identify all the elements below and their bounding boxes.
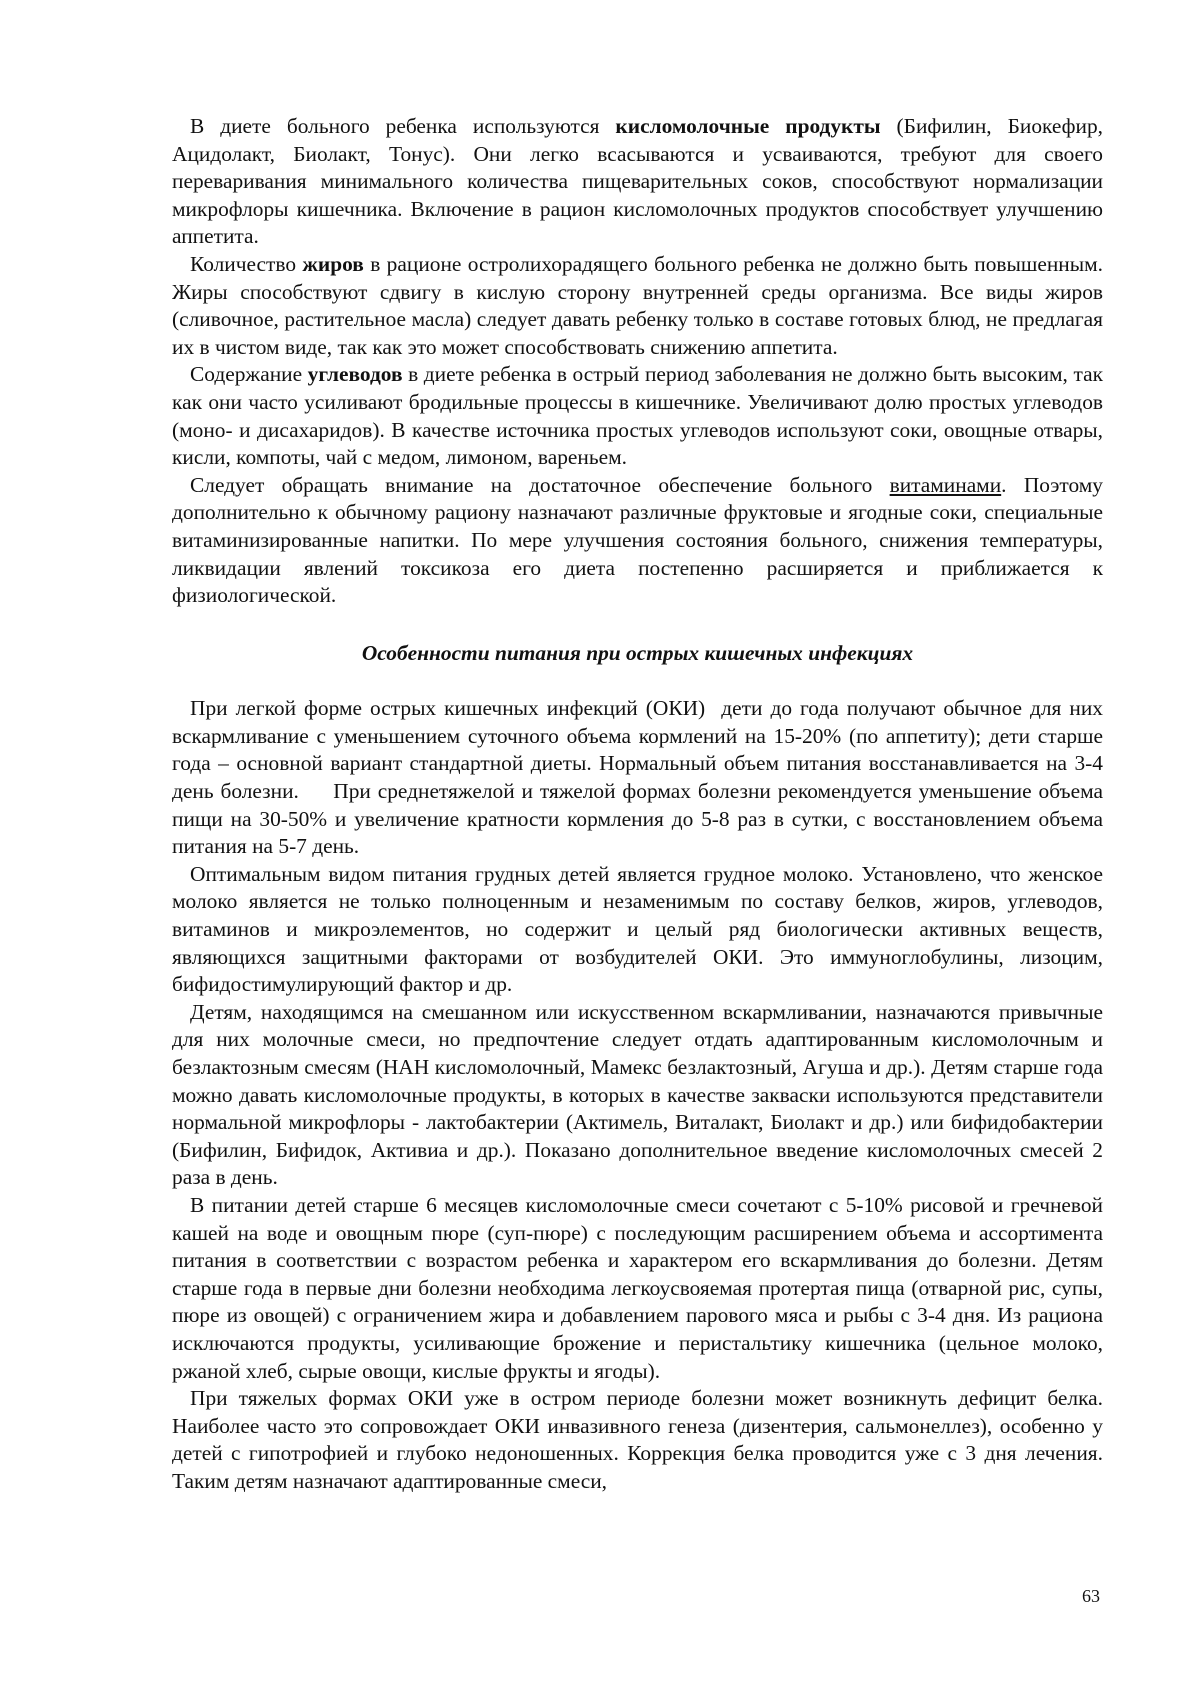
bold-term: кисломолочные продукты	[615, 114, 881, 138]
text-run: в диете ребенка в острый период заболевания не должно быть высоким, так как они часто усиливают бродильные процессы в кишечнике. Увеличивают долю простых углеводов (моно- и дисахаридов). В качестве источника простых углеводов используют соки, овощные отвары, кисли, компоты, чай с медом, лимоном, вареньем.	[172, 362, 1103, 470]
paragraph-mild-form: При легкой форме острых кишечных инфекций (ОКИ) дети до года получают обычное для них вскармливание с уменьшением суточного объема кормлений на 15-20% (по аппетиту); дети старше года – основной вариант стандартной диеты. Нормальный объем питания восстанавливается на 3-4 день болезни. При среднетяжелой и тяжелой формах болезни рекомендуется уменьшение объема пищи на 30-50% и увеличение кратности кормления до 5-8 раз в сутки, с восстановлением объема питания на 5-7 день.	[172, 696, 1109, 859]
paragraph-severe-forms: При тяжелых формах ОКИ уже в остром периоде болезни может возникнуть дефицит белка. Наиболее часто это сопровождает ОКИ инвазивного генеза (дизентерия, сальмонеллез), особенно у детей с гипотрофией и глубоко недоношенных. Коррекция белка проводится уже с 3 дня лечения. Таким детям назначают адаптированные смеси,	[172, 1386, 1103, 1493]
text-run: Следует обращать внимание на достаточное обеспечение больного	[190, 472, 890, 497]
page-body	[172, 113, 1109, 1496]
bold-term: углеводов	[307, 362, 403, 387]
paragraph-fermented-milk	[172, 113, 1103, 251]
paragraph-carbohydrates	[172, 361, 1103, 471]
paragraph-mixed-feeding: Детям, находящимся на смешанном или искусственном вскармливании, назначаются привычные для них молочные смеси, но предпочтение следует отдать адаптированным кисломолочным и безлактозным смесям (НАН кисломолочный, Мамекс безлактозный, Агуша и др.). Детям старше года можно давать кисломолочные продукты, в которых в качестве закваски используются представители нормальной микрофлоры - лактобактерии (Актимель, Виталакт, Биолакт и др.) или бифидобактерии (Бифилин, Бифидок, Активиа и др.). Показано дополнительное введение кисломолочных смесей 2 раза в день.	[172, 999, 1103, 1190]
paragraph-fats	[172, 251, 1103, 361]
page-number: 63	[1082, 1586, 1100, 1606]
underlined-term: витаминами	[889, 472, 1002, 497]
text-run: . Поэтому дополнительно к обычному рациону назначают различные фруктовые и ягодные соки, специальные витаминизированные напитки. По мере улучшения состояния больного, снижения температуры, ликвидации явлений токсикоза его диета постепенно расширяется и приближается к физиологической.	[172, 472, 1103, 608]
text-run: Количество	[190, 251, 303, 276]
text-run: в рационе остролихорадящего больного ребенка не должно быть повышенным. Жиры способствуют сдвигу в кислую сторону внутренней среды организма. Все виды жиров (сливочное, растительное масла) следует давать ребенку только в составе готовых блюд, не предлагая их в чистом виде, так как это может способствовать снижению аппетита.	[172, 251, 1103, 359]
section-heading: Особенности питания при острых кишечных инфекциях	[361, 640, 914, 665]
text-run: (Бифилин, Биокефир, Ацидолакт, Биолакт, Тонус). Они легко всасываются и усваиваются, требуют для своего переваривания минимального количества пищеварительных соков, способствуют нормализации микрофлоры кишечника. Включение в рацион кисломолочных продуктов способствует улучшению аппетита.	[172, 114, 1103, 249]
paragraph-breast-milk: Оптимальным видом питания грудных детей является грудное молоко. Установлено, что женское молоко является не только полноценным и незаменимым по составу белков, жиров, углеводов, витаминов и микроэлементов, но содержит и целый ряд биологически активных веществ, являющихся защитными факторами от возбудителей ОКИ. Это иммуноглобулины, лизоцим, бифидостимулирующий фактор и др.	[172, 861, 1103, 997]
text-run: Содержание	[190, 362, 308, 387]
text-run: В диете больного ребенка используются	[190, 114, 616, 138]
paragraph-vitamins	[172, 472, 1103, 610]
bold-term: жиров	[302, 251, 364, 276]
paragraph-older-children: В питании детей старше 6 месяцев кисломолочные смеси сочетают с 5-10% рисовой и гречневой кашей на воде и овощным пюре (суп-пюре) с последующим расширением объема и ассортимента питания в соответствии с возрастом ребенка и характером его вскармливания до болезни. Детям старше года в первые дни болезни необходима легкоусвояемая протертая пища (отварной рис, супы, пюре из овощей) с ограничением жира и добавлением парового мяса и рыбы с 3-4 дня. Из рациона исключаются продукты, усиливающие брожение и перистальтику кишечника (цельное молоко, ржаной хлеб, сырые овощи, кислые фрукты и ягоды).	[172, 1192, 1103, 1383]
